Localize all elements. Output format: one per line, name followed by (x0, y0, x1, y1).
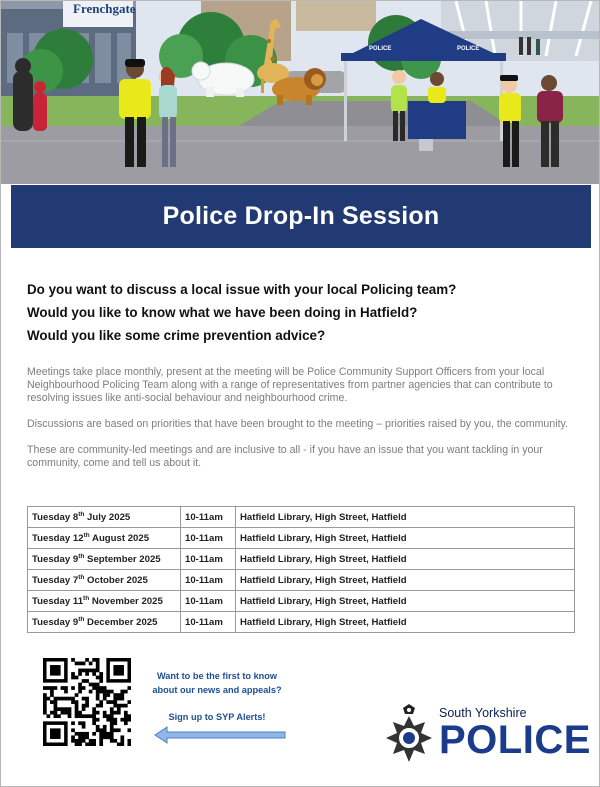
question-1: Do you want to discuss a local issue with your local Policing team? (27, 282, 457, 297)
police-crest-icon (383, 704, 435, 768)
session-time: 10-11am (181, 528, 236, 549)
session-date: Tuesday 8th July 2025 (28, 507, 181, 528)
session-location: Hatfield Library, High Street, Hatfield (236, 528, 575, 549)
table-row (28, 507, 575, 528)
session-time: 10-11am (181, 591, 236, 612)
schedule-table (27, 506, 575, 633)
table-row (28, 612, 575, 633)
questions-block (27, 282, 587, 351)
session-date: Tuesday 9th September 2025 (28, 549, 181, 570)
session-location: Hatfield Library, High Street, Hatfield (236, 549, 575, 570)
promo-line-1: Want to be the first to know (156, 671, 278, 681)
paragraph-meetings: Meetings take place monthly, present at the meeting will be Police Community Support Officers from your local Neighbourhood Policing Team along with a range of representatives from partner agencies that can contribute to resolving issues like anti-social behaviour and neighbourhood crime. (27, 366, 553, 404)
paragraph-inclusive: These are community-led meetings and are inclusive to all - if you have an issue that you want tackling in your community, come and tell us about it. (27, 444, 543, 469)
session-date: Tuesday 9th December 2025 (28, 612, 181, 633)
session-time: 10-11am (181, 549, 236, 570)
session-time: 10-11am (181, 612, 236, 633)
building-sign: Frenchgate (73, 1, 136, 16)
hero-illustration (1, 1, 599, 184)
session-location: Hatfield Library, High Street, Hatfield (236, 591, 575, 612)
table-row (28, 549, 575, 570)
alerts-promo (143, 669, 291, 724)
session-date: Tuesday 12th August 2025 (28, 528, 181, 549)
session-time: 10-11am (181, 507, 236, 528)
session-location: Hatfield Library, High Street, Hatfield (236, 570, 575, 591)
promo-cta-link[interactable]: Sign up to SYP Alerts! (168, 712, 266, 722)
page-title: Police Drop-In Session (162, 202, 440, 230)
gazebo-sign-right: POLICE (457, 46, 480, 52)
description-block (27, 366, 579, 483)
session-location: Hatfield Library, High Street, Hatfield (236, 612, 575, 633)
syp-logo (383, 704, 591, 768)
promo-line-2: about our news and appeals? (152, 685, 282, 695)
session-location: Hatfield Library, High Street, Hatfield (236, 507, 575, 528)
qr-code-icon[interactable] (43, 658, 131, 746)
question-3: Would you like some crime prevention advice? (27, 328, 326, 343)
logo-police: POLICE (439, 718, 591, 762)
logo-region: South Yorkshire (439, 706, 527, 720)
title-banner (11, 185, 591, 248)
session-time: 10-11am (181, 570, 236, 591)
session-date: Tuesday 7th October 2025 (28, 570, 181, 591)
session-date: Tuesday 11th November 2025 (28, 591, 181, 612)
left-arrow-icon (153, 725, 287, 750)
table-row (28, 528, 575, 549)
table-row (28, 591, 575, 612)
table-row (28, 570, 575, 591)
question-2: Would you like to know what we have been doing in Hatfield? (27, 305, 418, 320)
gazebo-sign-left: POLICE (369, 46, 392, 52)
paragraph-priorities: Discussions are based on priorities that have been brought to the meeting – priorities raised by you, the community. (27, 418, 568, 430)
